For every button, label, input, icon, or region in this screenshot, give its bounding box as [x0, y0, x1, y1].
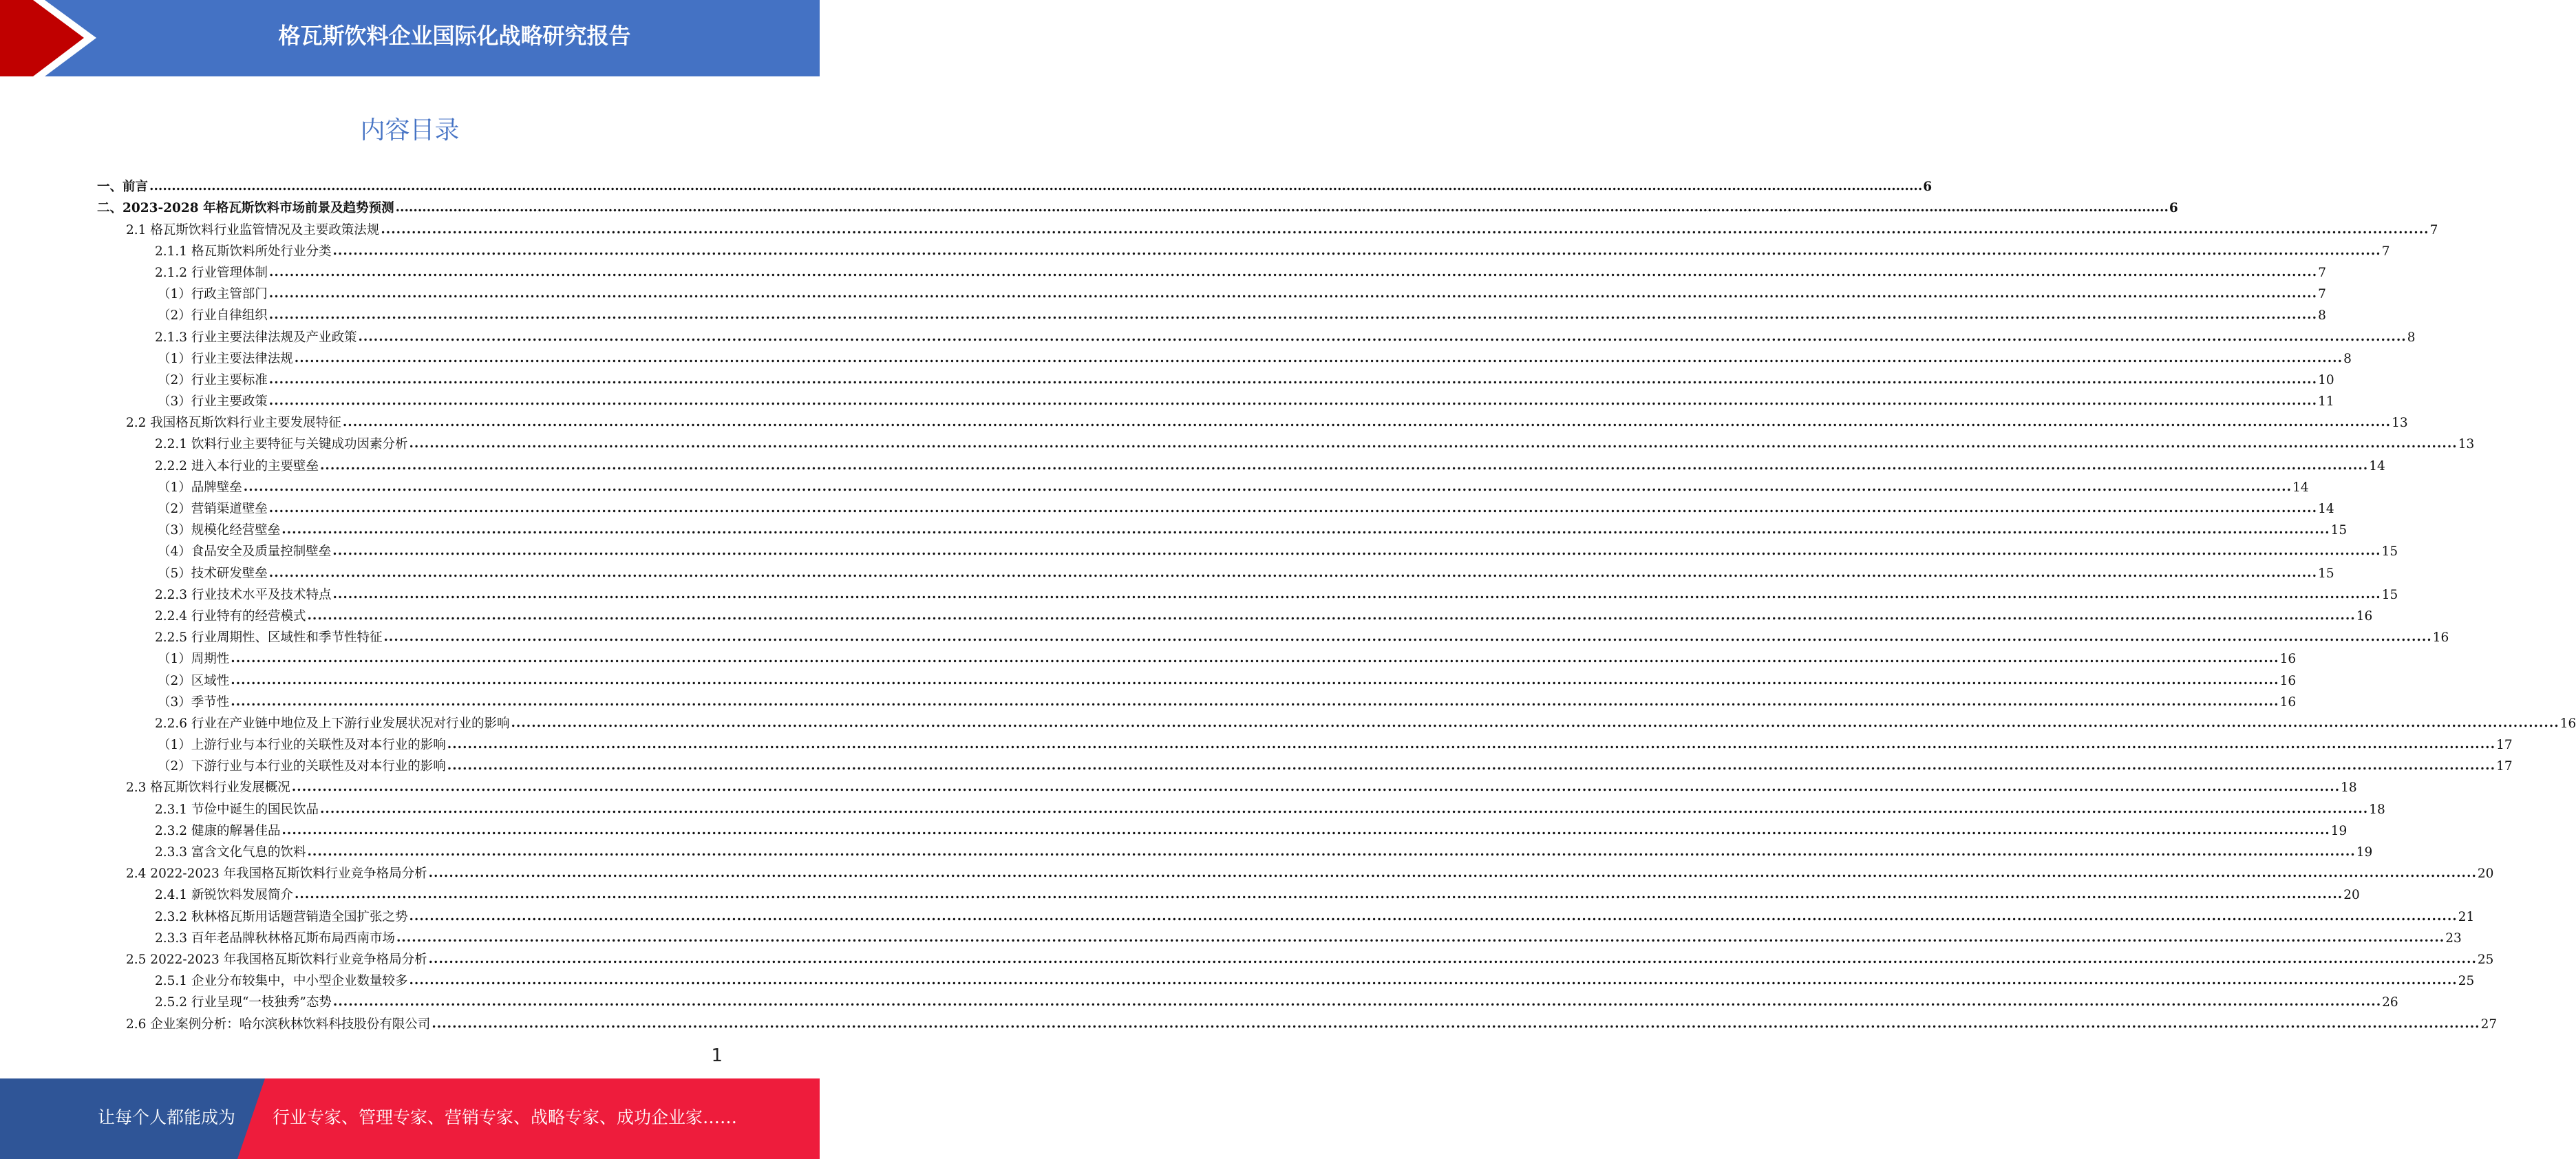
toc-entry-text: 2.1.3 行业主要法律法规及产业政策	[155, 330, 357, 345]
toc-entry[interactable]	[0, 518, 2348, 539]
toc-dot-leader: ................................................................................................................................................................................................................................................................................................................................................................................................................	[268, 264, 2318, 279]
toc-dot-leader: ................................................................................................................................................................................................................................................................................................................................................................................................................	[268, 308, 2318, 323]
toc-dot-leader: ................................................................................................................................................................................................................................................................................................................................................................................................................	[395, 200, 2169, 215]
toc-entry[interactable]	[0, 861, 2494, 882]
toc-entry[interactable]	[0, 496, 2334, 518]
toc-entry[interactable]	[0, 968, 2475, 990]
toc-dot-leader: ................................................................................................................................................................................................................................................................................................................................................................................................................	[409, 436, 2458, 451]
toc-entry[interactable]	[0, 260, 2327, 281]
toc-entry-page: 25	[2477, 952, 2494, 967]
toc-entry-page: 19	[2356, 845, 2373, 860]
toc-entry-text: 2.1.2 行业管理体制	[155, 265, 268, 280]
toc-dot-leader: ................................................................................................................................................................................................................................................................................................................................................................................................................	[409, 908, 2458, 924]
toc-dot-leader: ................................................................................................................................................................................................................................................................................................................................................................................................................	[231, 672, 2279, 688]
toc-entry-text: （5）技术研发壁垒	[158, 566, 268, 581]
toc-entry[interactable]	[0, 174, 1933, 195]
toc-dot-leader: ................................................................................................................................................................................................................................................................................................................................................................................................................	[428, 866, 2477, 881]
toc-entry-text: （2）下游行业与本行业的关联性及对本行业的影响	[158, 759, 446, 774]
toc-dot-leader: ................................................................................................................................................................................................................................................................................................................................................................................................................	[268, 372, 2318, 387]
toc-entry-text: 2.3 格瓦斯饮料行业发展概况	[126, 780, 290, 796]
toc-entry[interactable]	[0, 560, 2334, 582]
toc-entry[interactable]	[0, 604, 2373, 625]
toc-entry-text: 2.4.1 新锐饮料发展简介	[155, 888, 293, 903]
toc-entry-page: 13	[2392, 416, 2408, 431]
toc-entry[interactable]	[0, 882, 2360, 904]
toc-entry-page: 20	[2477, 866, 2494, 882]
toc-heading: 内容目录	[360, 116, 460, 145]
toc-dot-leader: ................................................................................................................................................................................................................................................................................................................................................................................................................	[307, 608, 2356, 623]
toc-dot-leader: ................................................................................................................................................................................................................................................................................................................................................................................................................	[447, 758, 2496, 774]
toc-entry-text: （3）行业主要政策	[158, 394, 268, 410]
toc-entry-page: 16	[2356, 608, 2373, 624]
toc-entry[interactable]	[0, 195, 2178, 217]
toc-entry-text: （3）季节性	[158, 694, 230, 710]
toc-entry[interactable]	[0, 947, 2494, 968]
toc-entry-page: 15	[2318, 566, 2334, 581]
toc-dot-leader: ................................................................................................................................................................................................................................................................................................................................................................................................................	[332, 586, 2381, 602]
toc-dot-leader: ................................................................................................................................................................................................................................................................................................................................................................................................................	[281, 522, 2330, 538]
toc-entry-page: 16	[2432, 630, 2449, 646]
toc-entry-page: 20	[2343, 888, 2360, 903]
toc-entry-page: 8	[2318, 308, 2326, 323]
toc-entry-page: 16	[2279, 652, 2297, 667]
toc-entry-text: （3）规模化经营壁垒	[158, 523, 281, 538]
table-of-contents	[0, 174, 2576, 1033]
toc-entry-text: （1）行业主要法律法规	[158, 351, 293, 366]
footer-slogan-right: 行业专家、管理专家、营销专家、战略专家、成功企业家……	[273, 1107, 738, 1127]
toc-dot-leader: ................................................................................................................................................................................................................................................................................................................................................................................................................	[396, 930, 2445, 945]
toc-dot-leader: ................................................................................................................................................................................................................................................................................................................................................................................................................	[243, 479, 2292, 494]
toc-entry[interactable]	[0, 625, 2449, 646]
toc-dot-leader: ................................................................................................................................................................................................................................................................................................................................................................................................................	[294, 350, 2343, 365]
toc-entry-text: （1）行政主管部门	[158, 287, 268, 302]
toc-entry-page: 15	[2381, 587, 2398, 602]
toc-entry[interactable]	[0, 754, 2513, 775]
toc-entry-text: （1）周期性	[158, 652, 230, 667]
toc-entry-page: 18	[2341, 780, 2357, 796]
toc-entry-text: 2.5.2 行业呈现“一枝独秀”态势	[155, 995, 332, 1010]
toc-entry[interactable]	[0, 796, 2385, 818]
toc-entry-page: 10	[2318, 372, 2334, 387]
toc-entry-text: （2）区域性	[158, 673, 230, 688]
toc-entry-text: （2）营销渠道壁垒	[158, 502, 268, 516]
toc-dot-leader: ................................................................................................................................................................................................................................................................................................................................................................................................................	[409, 973, 2458, 988]
toc-entry-page: 16	[2279, 673, 2297, 688]
toc-dot-leader: ................................................................................................................................................................................................................................................................................................................................................................................................................	[231, 651, 2279, 666]
toc-dot-leader: ................................................................................................................................................................................................................................................................................................................................................................................................................	[268, 286, 2318, 301]
toc-entry-text: （4）食品安全及质量控制壁垒	[158, 544, 332, 560]
toc-entry[interactable]	[0, 711, 2576, 732]
toc-dot-leader: ................................................................................................................................................................................................................................................................................................................................................................................................................	[307, 844, 2356, 859]
toc-entry-page: 16	[2279, 694, 2297, 710]
toc-entry-page: 15	[2330, 523, 2348, 538]
toc-entry[interactable]	[0, 475, 2309, 496]
toc-dot-leader: ................................................................................................................................................................................................................................................................................................................................................................................................................	[332, 243, 2381, 258]
toc-entry-text: 2.1.1 格瓦斯饮料所处行业分类	[155, 244, 332, 259]
toc-dot-leader: ................................................................................................................................................................................................................................................................................................................................................................................................................	[332, 544, 2381, 559]
toc-entry-page: 16	[2559, 716, 2576, 731]
toc-entry-text: （2）行业自律组织	[158, 308, 268, 323]
toc-entry[interactable]	[0, 818, 2348, 840]
toc-entry-page: 26	[2382, 995, 2398, 1010]
toc-entry-page: 27	[2480, 1017, 2498, 1032]
toc-entry-text: 2.2.2 进入本行业的主要壁垒	[155, 458, 319, 474]
toc-entry-text: 2.4 2022-2023 年我国格瓦斯饮料行业竞争格局分析	[126, 866, 427, 882]
toc-entry[interactable]	[0, 1011, 2498, 1032]
toc-entry[interactable]	[0, 281, 2326, 303]
toc-entry-text: 2.3.2 健康的解暑佳品	[155, 823, 281, 838]
toc-entry-text: 2.5 2022-2023 年我国格瓦斯饮料行业竞争格局分析	[126, 952, 427, 967]
toc-dot-leader: ................................................................................................................................................................................................................................................................................................................................................................................................................	[432, 1016, 2480, 1031]
toc-entry[interactable]	[0, 732, 2513, 754]
toc-dot-leader: ................................................................................................................................................................................................................................................................................................................................................................................................................	[358, 329, 2407, 344]
toc-entry-page: 17	[2496, 738, 2513, 753]
toc-dot-leader: ................................................................................................................................................................................................................................................................................................................................................................................................................	[342, 415, 2392, 430]
toc-entry[interactable]	[0, 646, 2297, 668]
toc-entry-text: 2.1 格瓦斯饮料行业监管情况及主要政策法规	[126, 222, 380, 237]
toc-entry-page: 23	[2445, 931, 2462, 946]
toc-dot-leader: ................................................................................................................................................................................................................................................................................................................................................................................................................	[268, 394, 2318, 409]
toc-dot-leader: ................................................................................................................................................................................................................................................................................................................................................................................................................	[149, 179, 1923, 194]
toc-dot-leader: ................................................................................................................................................................................................................................................................................................................................................................................................................	[447, 737, 2496, 752]
toc-entry[interactable]	[0, 368, 2334, 389]
toc-entry[interactable]	[0, 389, 2334, 410]
toc-entry-text: 2.5.1 企业分布较集中，中小型企业数量较多	[155, 974, 408, 989]
toc-entry-page: 7	[2429, 222, 2438, 237]
toc-entry-page: 7	[2318, 287, 2326, 302]
toc-entry-page: 7	[2381, 244, 2390, 259]
toc-entry-page: 15	[2381, 544, 2398, 560]
toc-entry[interactable]	[0, 432, 2475, 453]
toc-entry-text: 2.2.6 行业在产业链中地位及上下游行业发展状况对行业的影响	[155, 716, 510, 731]
toc-entry-page: 18	[2369, 802, 2385, 817]
toc-entry-text: （1）品牌壁垒	[158, 480, 242, 495]
toc-entry-page: 11	[2318, 394, 2334, 410]
toc-entry[interactable]	[0, 453, 2385, 474]
toc-entry-page: 6	[2169, 201, 2178, 216]
report-title: 格瓦斯饮料企业国际化战略研究报告	[278, 23, 631, 49]
toc-dot-leader: ................................................................................................................................................................................................................................................................................................................................................................................................................	[319, 458, 2369, 473]
toc-entry[interactable]	[0, 668, 2297, 689]
toc-dot-leader: ................................................................................................................................................................................................................................................................................................................................................................................................................	[268, 501, 2318, 515]
header-banner	[0, 0, 820, 76]
toc-entry[interactable]	[0, 539, 2398, 560]
toc-entry-text: 2.2.3 行业技术水平及技术特点	[155, 587, 332, 602]
toc-dot-leader: ................................................................................................................................................................................................................................................................................................................................................................................................................	[268, 565, 2318, 580]
toc-entry[interactable]	[0, 926, 2462, 947]
toc-entry[interactable]	[0, 582, 2398, 604]
toc-entry[interactable]	[0, 990, 2398, 1011]
toc-entry-page: 14	[2292, 480, 2309, 495]
toc-entry-text: 2.2.4 行业特有的经营模式	[155, 608, 306, 624]
toc-dot-leader: ................................................................................................................................................................................................................................................................................................................................................................................................................	[319, 801, 2369, 816]
toc-dot-leader: ................................................................................................................................................................................................................................................................................................................................................................................................................	[294, 887, 2343, 902]
toc-dot-leader: ................................................................................................................................................................................................................................................................................................................................................................................................................	[231, 694, 2279, 709]
toc-dot-leader: ................................................................................................................................................................................................................................................................................................................................................................................................................	[381, 222, 2429, 237]
toc-dot-leader: ................................................................................................................................................................................................................................................................................................................................................................................................................	[428, 951, 2477, 966]
toc-entry[interactable]	[0, 840, 2373, 861]
toc-entry[interactable]	[0, 690, 2297, 711]
toc-dot-leader: ................................................................................................................................................................................................................................................................................................................................................................................................................	[291, 780, 2341, 795]
toc-entry-page: 25	[2458, 974, 2475, 989]
toc-entry-text: 2.3.3 百年老品牌秋林格瓦斯布局西南市场	[155, 931, 395, 946]
toc-entry[interactable]	[0, 904, 2475, 925]
toc-entry-page: 21	[2458, 909, 2475, 924]
toc-entry-page: 19	[2330, 823, 2348, 838]
toc-dot-leader: ................................................................................................................................................................................................................................................................................................................................................................................................................	[281, 822, 2330, 838]
toc-entry-page: 13	[2458, 437, 2475, 452]
toc-entry-page: 8	[2407, 330, 2416, 345]
toc-entry-text: 2.3.1 节俭中诞生的国民饮品	[155, 802, 319, 817]
toc-entry-page: 14	[2318, 502, 2334, 516]
toc-entry-text: 2.2 我国格瓦斯饮料行业主要发展特征	[126, 416, 341, 431]
toc-entry-text: 2.3.2 秋林格瓦斯用话题营销造全国扩张之势	[155, 909, 408, 924]
toc-entry-text: （1）上游行业与本行业的关联性及对本行业的影响	[158, 738, 446, 753]
toc-entry-page: 8	[2343, 351, 2352, 366]
toc-entry-text: 一、前言	[97, 180, 149, 195]
toc-entry-text: 2.3.3 富含文化气息的饮料	[155, 845, 306, 860]
page-number: 1	[711, 1045, 723, 1066]
toc-entry[interactable]	[0, 239, 2390, 260]
toc-dot-leader: ................................................................................................................................................................................................................................................................................................................................................................................................................	[383, 630, 2432, 645]
toc-entry-text: 二、2023-2028 年格瓦斯饮料市场前景及趋势预测	[97, 201, 394, 216]
toc-entry[interactable]	[0, 217, 2438, 238]
toc-entry-page: 7	[2318, 265, 2327, 280]
toc-entry[interactable]	[0, 324, 2416, 345]
toc-entry-page: 17	[2496, 759, 2513, 774]
footer-slogan-left: 让每个人都能成为	[98, 1107, 236, 1127]
toc-entry-text: 2.2.5 行业周期性、区域性和季节性特征	[155, 630, 383, 646]
toc-entry[interactable]	[0, 346, 2352, 368]
toc-entry[interactable]	[0, 303, 2326, 324]
toc-entry-text: （2）行业主要标准	[158, 372, 268, 387]
toc-dot-leader: ................................................................................................................................................................................................................................................................................................................................................................................................................	[332, 995, 2382, 1010]
toc-entry-page: 6	[1923, 180, 1933, 195]
footer-banner	[0, 1078, 820, 1159]
toc-entry[interactable]	[0, 775, 2357, 796]
toc-dot-leader: ................................................................................................................................................................................................................................................................................................................................................................................................................	[511, 715, 2559, 730]
toc-entry-text: 2.2.1 饮料行业主要特征与关键成功因素分析	[155, 437, 408, 452]
toc-entry-page: 14	[2369, 458, 2385, 474]
toc-entry-text: 2.6 企业案例分析：哈尔滨秋林饮料科技股份有限公司	[126, 1017, 431, 1032]
toc-entry[interactable]	[0, 410, 2408, 432]
